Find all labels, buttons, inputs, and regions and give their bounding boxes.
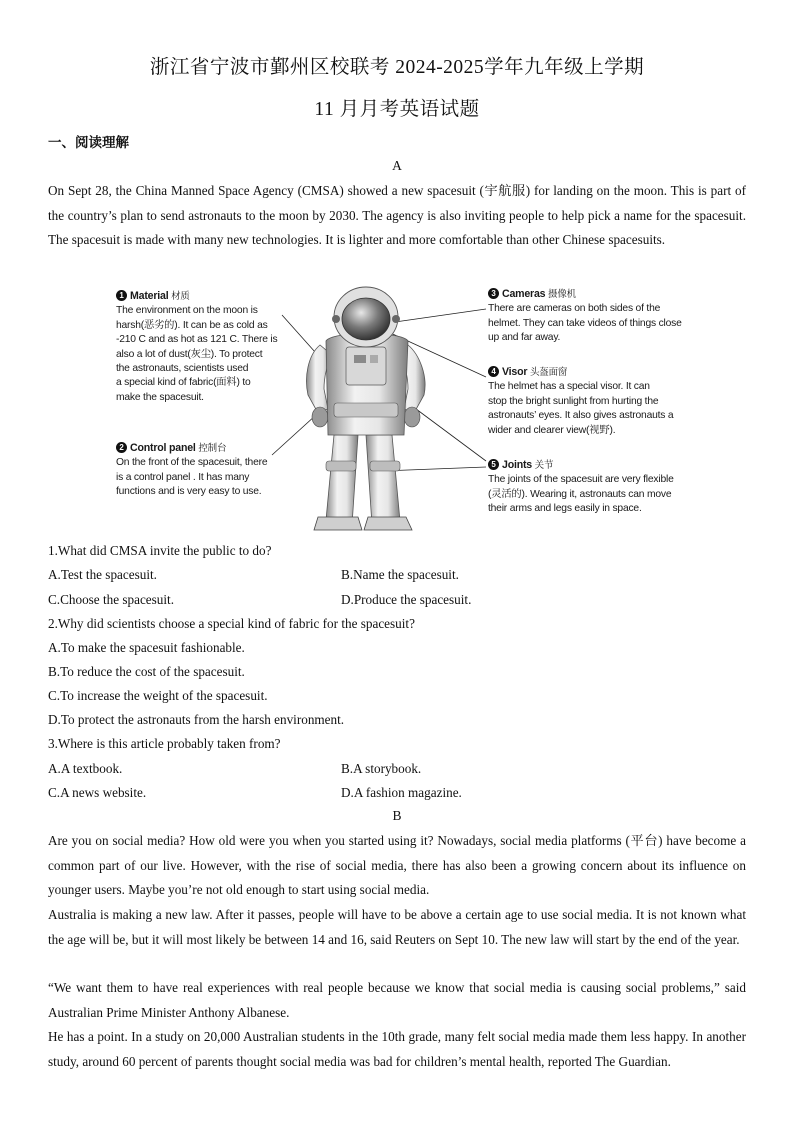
annotation-control-panel: 2 Control panel 控制台 On the front of the spacesuit, there is a control panel . It has many functions and is very easy to use.: [116, 442, 268, 498]
passage-b-paragraph-3: “We want them to have real experiences with real people because we know that social media is causing social problems,” said Australian Prime Minister Anthony Albanese.: [48, 980, 746, 1020]
exam-title-line2: 11 月月考英语试题: [314, 99, 480, 120]
question-2-stem: 2.Why did scientists choose a special kind of fabric for the spacesuit?: [48, 616, 415, 631]
question-1-stem: 1.What did CMSA invite the public to do?: [48, 543, 272, 558]
passage-b-paragraph-1: Are you on social media? How old were you when you started using it? Nowadays, social media platforms (平台) have become a common part of our live. However, with the rise of social media, there has also been a growing concern about its influence on younger users. Maybe you’re not old enough to start using social media.: [48, 833, 746, 897]
question-2-option-b: B.To reduce the cost of the spacesuit.: [48, 664, 245, 679]
number-badge-icon: 3: [488, 288, 499, 299]
spacesuit-infographic: [112, 285, 692, 533]
question-1-option-c: C.Choose the spacesuit.: [48, 592, 174, 607]
annotation-material: 1 Material 材质 The environment on the moon is harsh(恶劣的). It can be as cold as -210 C and as hot as 121 C. There is also a lot of dust(灰尘). To protect the astronauts, scientists used a special kind of fabric(面料) to make the spacesuit.: [116, 290, 278, 403]
number-badge-icon: 1: [116, 290, 127, 301]
annotation-visor: 4 Visor 头盔面窗 The helmet has a special visor. It can stop the bright sunlight from hurting the astronauts’ eyes. It also gives astronauts a wider and clearer view(视野).: [488, 366, 674, 436]
question-1-option-a: A.Test the spacesuit.: [48, 567, 157, 582]
passage-b-paragraph-2: Australia is making a new law. After it passes, people will have to be above a certain age to use social media. It is not known what the age will be, but it will most likely be between 14 and 16, said Reuters on Sept 10. The new law will start by the end of the year.: [48, 907, 746, 947]
exam-title-line1: 浙江省宁波市鄞州区校联考 2024-2025学年九年级上学期: [149, 57, 645, 78]
question-2-option-d: D.To protect the astronauts from the harsh environment.: [48, 712, 345, 727]
question-1-option-d: D.Produce the spacesuit.: [341, 592, 472, 607]
question-3-option-b: B.A storybook.: [341, 761, 422, 776]
question-3-option-a: A.A textbook.: [48, 761, 123, 776]
question-2-option-c: C.To increase the weight of the spacesuit.: [48, 688, 268, 703]
passage-a-paragraph: On Sept 28, the China Manned Space Agency (CMSA) showed a new spacesuit (宇航服) for landing on the moon. This is part of the country’s plan to send astronauts to the moon by 2030. The agency is also inviting people to help pick a name for the spacesuit. The spacesuit is made with many new technologies. It is lighter and more comfortable than other Chinese spacesuits.: [48, 183, 746, 247]
passage-b-label: B: [392, 808, 402, 823]
question-3-option-d: D.A fashion magazine.: [341, 785, 462, 800]
number-badge-icon: 2: [116, 442, 127, 453]
annotation-joints: 5 Joints 关节 The joints of the spacesuit are very flexible (灵活的). Wearing it, astronauts can move their arms and legs easily in space.: [488, 459, 674, 515]
number-badge-icon: 5: [488, 459, 499, 470]
question-1-option-b: B.Name the spacesuit.: [341, 567, 459, 582]
section-heading: 一、阅读理解: [48, 135, 129, 151]
passage-a-label: A: [392, 158, 402, 173]
passage-b-paragraph-4: He has a point. In a study on 20,000 Australian students in the 10th grade, many felt social media made them less happy. In another study, around 60 percent of parents thought social media was bad for children’s mental health, reported The Guardian.: [48, 1029, 746, 1069]
question-3-option-c: C.A news website.: [48, 785, 147, 800]
question-2-option-a: A.To make the spacesuit fashionable.: [48, 640, 245, 655]
number-badge-icon: 4: [488, 366, 499, 377]
question-3-stem: 3.Where is this article probably taken from?: [48, 736, 281, 751]
annotation-cameras: 3 Cameras 摄像机 There are cameras on both sides of the helmet. They can take videos of things close up and far away.: [488, 288, 682, 344]
